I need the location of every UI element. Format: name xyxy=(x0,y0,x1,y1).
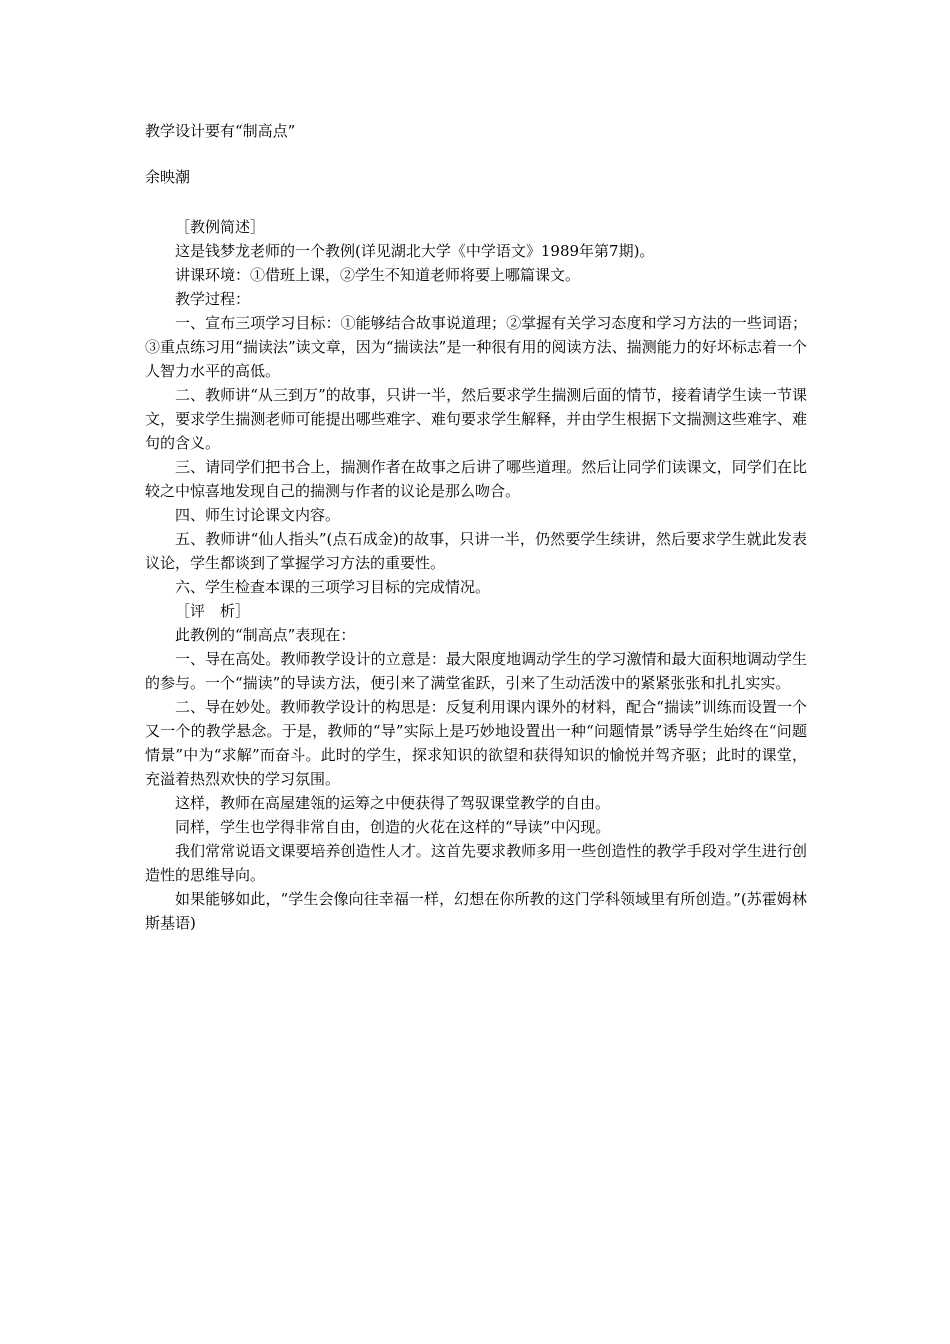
document-title: 教学设计要有“制高点” xyxy=(145,122,296,140)
paragraph: 这样，教师在高屋建瓴的运筹之中便获得了驾驭课堂教学的自由。 xyxy=(175,794,611,812)
paragraph: 讲课环境：①借班上课，②学生不知道老师将要上哪篇课文。 xyxy=(175,266,581,284)
paragraph: 一、宣布三项学习目标：①能够结合故事说道理；②掌握有关学习态度和学习方法的一些词语；③重点练习用“揣读法”读文章，因为“揣读法”是一种很有用的阅读方法、揣测能力的好坏标志着一个人智力水平的高低。 xyxy=(145,314,807,380)
section-heading-case-summary: ［教例简述］ xyxy=(175,218,266,236)
paragraph: 如果能够如此，“学生会像向往幸福一样，幻想在你所教的这门学科领域里有所创造。”(苏霍姆林斯基语) xyxy=(145,890,807,932)
paragraph: 我们常常说语文课要培养创造性人才。这首先要求教师多用一些创造性的教学手段对学生进行创造性的思维导向。 xyxy=(145,842,807,884)
section-heading-analysis: ［评 析］ xyxy=(175,602,251,620)
paragraph: 六、学生检查本课的三项学习目标的完成情况。 xyxy=(175,578,491,596)
paragraph: 五、教师讲“仙人指头”(点石成金)的故事，只讲一半，仍然要学生续讲，然后要求学生就此发表议论，学生都谈到了掌握学习方法的重要性。 xyxy=(145,530,807,572)
paragraph: 二、导在妙处。教师教学设计的构思是：反复利用课内课外的材料，配合“揣读”训练而设置一个又一个的教学悬念。于是，教师的“导”实际上是巧妙地设置出一种“问题情景”诱导学生始终在“问题情景”中为“求解”而奋斗。此时的学生，探求知识的欲望和获得知识的愉悦并驾齐驱；此时的课堂，充溢着热烈欢快的学习氛围。 xyxy=(145,698,807,788)
paragraph: 教学过程： xyxy=(175,290,251,308)
document-body xyxy=(145,215,807,935)
document-page xyxy=(145,120,807,935)
paragraph: 此教例的“制高点”表现在： xyxy=(175,626,356,644)
paragraph: 一、导在高处。教师教学设计的立意是：最大限度地调动学生的学习激情和最大面积地调动学生的参与。一个“揣读”的导读方法，便引来了满堂雀跃，引来了生动活泼中的紧紧张张和扎扎实实。 xyxy=(145,650,807,692)
paragraph: 三、请同学们把书合上，揣测作者在故事之后讲了哪些道理。然后让同学们读课文，同学们在比较之中惊喜地发现自己的揣测与作者的议论是那么吻合。 xyxy=(145,458,807,500)
paragraph: 同样，学生也学得非常自由，创造的火花在这样的“导读”中闪现。 xyxy=(175,818,611,836)
paragraph: 二、教师讲“从三到万”的故事，只讲一半，然后要求学生揣测后面的情节，接着请学生读一节课文，要求学生揣测老师可能提出哪些难字、难句要求学生解释，并由学生根据下文揣测这些难字、难句的含义。 xyxy=(145,386,807,452)
paragraph: 四、师生讨论课文内容。 xyxy=(175,506,341,524)
document-author: 余映潮 xyxy=(145,168,191,186)
paragraph: 这是钱梦龙老师的一个教例(详见湖北大学《中学语文》1989年第7期)。 xyxy=(175,242,655,260)
